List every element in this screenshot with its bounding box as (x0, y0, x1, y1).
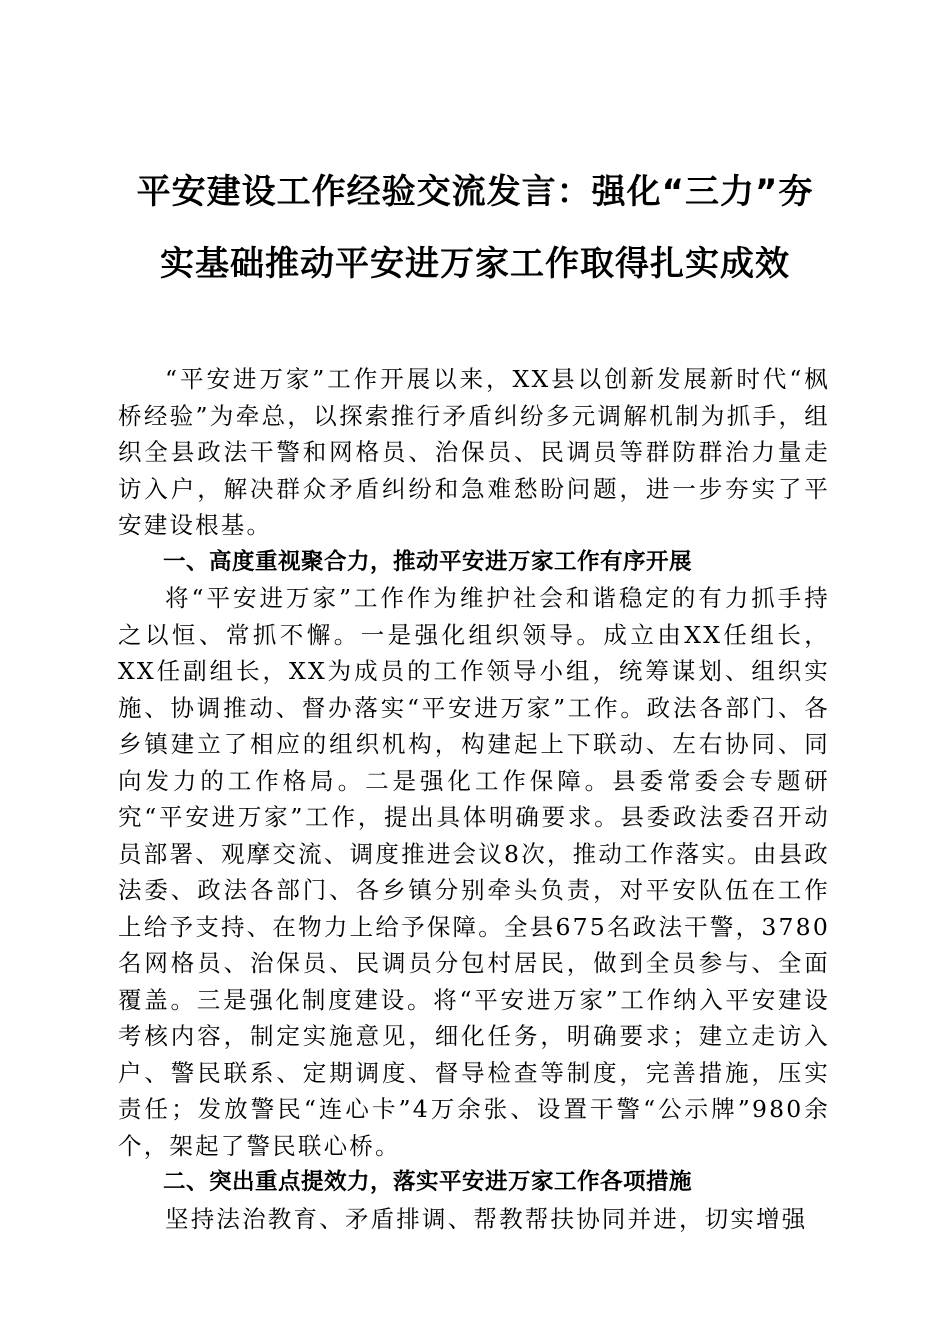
document-title-line-2: 实基础推动平安进万家工作取得扎实成效 (160, 244, 790, 284)
section-1-paragraph: 将“平安进万家”工作作为维护社会和谐稳定的有力抓手持之以恒、常抓不懈。一是强化组织领导。成立由XX任组长，XX任副组长，XX为成员的工作领导小组，统筹谋划、组织实施、协调推动、督办落实“平安进万家”工作。政法各部门、各乡镇建立了相应的组织机构，构建起上下联动、左右协同、同向发力的工作格局。二是强化工作保障。县委常委会专题研究“平安进万家”工作，提出具体明确要求。县委政法委召开动员部署、观摩交流、调度推进会议8次，推动工作落实。由县政法委、政法各部门、各乡镇分别牵头负责，对平安队伍在工作上给予支持、在物力上给予保障。全县675名政法干警，3780名网格员、治保员、民调员分包村居民，做到全员参与、全面覆盖。三是强化制度建设。将“平安进万家”工作纳入平安建设考核内容，制定实施意见，细化任务，明确要求；建立走访入户、警民联系、定期调度、督导检查等制度，完善措施，压实责任；发放警民“连心卡”4万余张、设置干警“公示牌”980余个，架起了警民联心桥。 (118, 584, 830, 1160)
section-1-heading: 一、高度重视聚合力，推动平安进万家工作有序开展 (163, 548, 693, 575)
intro-paragraph: “平安进万家”工作开展以来，XX县以创新发展新时代“枫桥经验”为牵总，以探索推行矛盾纠纷多元调解机制为抓手，组织全县政法干警和网格员、治保员、民调员等群防群治力量走访入户，解决群众矛盾纠纷和急难愁盼问题，进一步夯实了平安建设根基。 (118, 365, 830, 539)
section-2-paragraph: 坚持法治教育、矛盾排调、帮教帮扶协同并进，切实增强 (165, 1204, 808, 1233)
section-2-heading: 二、突出重点提效力，落实平安进万家工作各项措施 (163, 1169, 693, 1195)
document-body (118, 361, 830, 1237)
document-title-line-1: 平安建设工作经验交流发言：强化“三力”夯 (136, 172, 814, 212)
